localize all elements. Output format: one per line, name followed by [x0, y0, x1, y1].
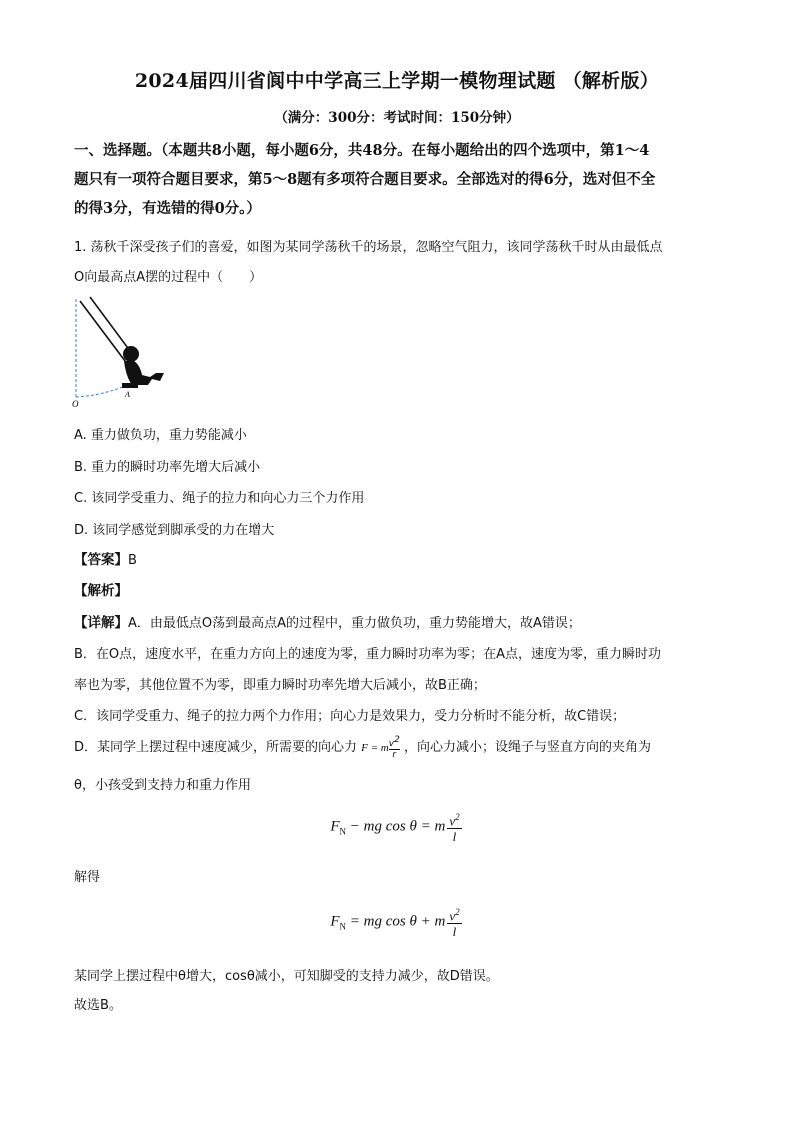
answer-label: 【答案】 — [74, 552, 128, 568]
analysis-c: C．该同学受重力、绳子的拉力两个力作用；向心力是效果力，受力分析时不能分析，故C错误； — [74, 709, 626, 724]
options-list — [74, 420, 734, 546]
analysis-b-1: B．在O点，速度水平，在重力方向上的速度为零，重力瞬时功率为零；在A点，速度为零，重力瞬时功 — [74, 647, 662, 662]
analysis-d-1 — [74, 732, 734, 764]
analysis-a-text: A．由最低点O荡到最高点A的过程中，重力做负功，重力势能增大，故A错误； — [128, 616, 581, 631]
analysis-body — [74, 608, 734, 801]
swing-figure — [70, 293, 180, 411]
page-subtitle: （满分：300分：考试时间：150分钟） — [274, 110, 520, 126]
answer-block — [74, 545, 734, 607]
inline-formula: F = m — [361, 742, 389, 754]
option-a[interactable]: A. 重力做负功，重力势能减小 — [74, 428, 247, 443]
section-line-1: 一、选择题。（本题共8小题，每小题6分，共48分。在每小题给出的四个选项中，第1～4 — [74, 142, 650, 159]
analysis-d-pre: D．某同学上摆过程中速度减少，所需要的向心力 — [74, 740, 358, 755]
question-line-2: O向最高点A摆的过程中（ ） — [74, 270, 263, 285]
solve-label: 解得 — [74, 870, 101, 885]
analysis-b-2: 率也为零，其他位置不为零，即重力瞬时功率先增大后减小，故B正确； — [74, 678, 486, 693]
question-stem — [74, 233, 734, 293]
eq1-frac: $\frac{v^2}{l}$ — [449, 812, 460, 845]
section-line-3: 的得3分，有选错的得0分。） — [74, 200, 261, 217]
option-b[interactable]: B. 重力的瞬时功率先增大后减小 — [74, 459, 261, 475]
equation-2: $F_N$ = mg cos θ + m $\frac{v^2}{l}$ — [330, 907, 460, 940]
conclusion-line: 某同学上摆过程中θ增大，cosθ减小，可知脚受的支持力减少，故D错误。 — [74, 969, 499, 984]
analysis-label: 【解析】 — [74, 583, 128, 599]
answer-line — [74, 545, 734, 576]
equation-1: $F_N$ − mg cos θ = m $\frac{v^2}{l}$ — [330, 812, 460, 845]
rope-left — [80, 301, 128, 365]
option-d[interactable]: D. 该同学感觉到脚承受的力在增大 — [74, 522, 275, 538]
arc-path — [76, 385, 128, 397]
eq2-frac: $\frac{v^2}{l}$ — [449, 907, 460, 940]
child-silhouette — [122, 346, 164, 388]
analysis-d-post: ，向心力减小；设绳子与竖直方向的夹角为 — [403, 740, 651, 755]
page-title: 2024届四川省阆中中学高三上学期一模物理试题 （解析版） — [134, 70, 660, 92]
analysis-d-2: θ，小孩受到支持力和重力作用 — [74, 778, 251, 793]
analysis-a — [74, 608, 734, 639]
analysis-conclusion — [74, 962, 734, 1020]
inline-frac: $\frac{v^2}{r}$ — [388, 735, 400, 760]
label-a: A — [125, 390, 130, 399]
detail-label: 【详解】 — [74, 615, 128, 631]
final-answer: 故选B。 — [74, 998, 122, 1013]
option-c[interactable]: C. 该同学受重力、绳子的拉力和向心力三个力作用 — [74, 491, 365, 506]
answer-value: B — [128, 553, 137, 568]
section-instructions — [74, 136, 734, 223]
question-line-1: 1. 荡秋千深受孩子们的喜爱，如图为某同学荡秋千的场景，忽略空气阻力，该同学荡秋千时从由最低点 — [74, 240, 663, 255]
section-line-2: 题只有一项符合题目要求，第5～8题有多项符合题目要求。全部选对的得6分，选对但不全 — [74, 171, 656, 188]
label-o: O — [72, 399, 79, 409]
